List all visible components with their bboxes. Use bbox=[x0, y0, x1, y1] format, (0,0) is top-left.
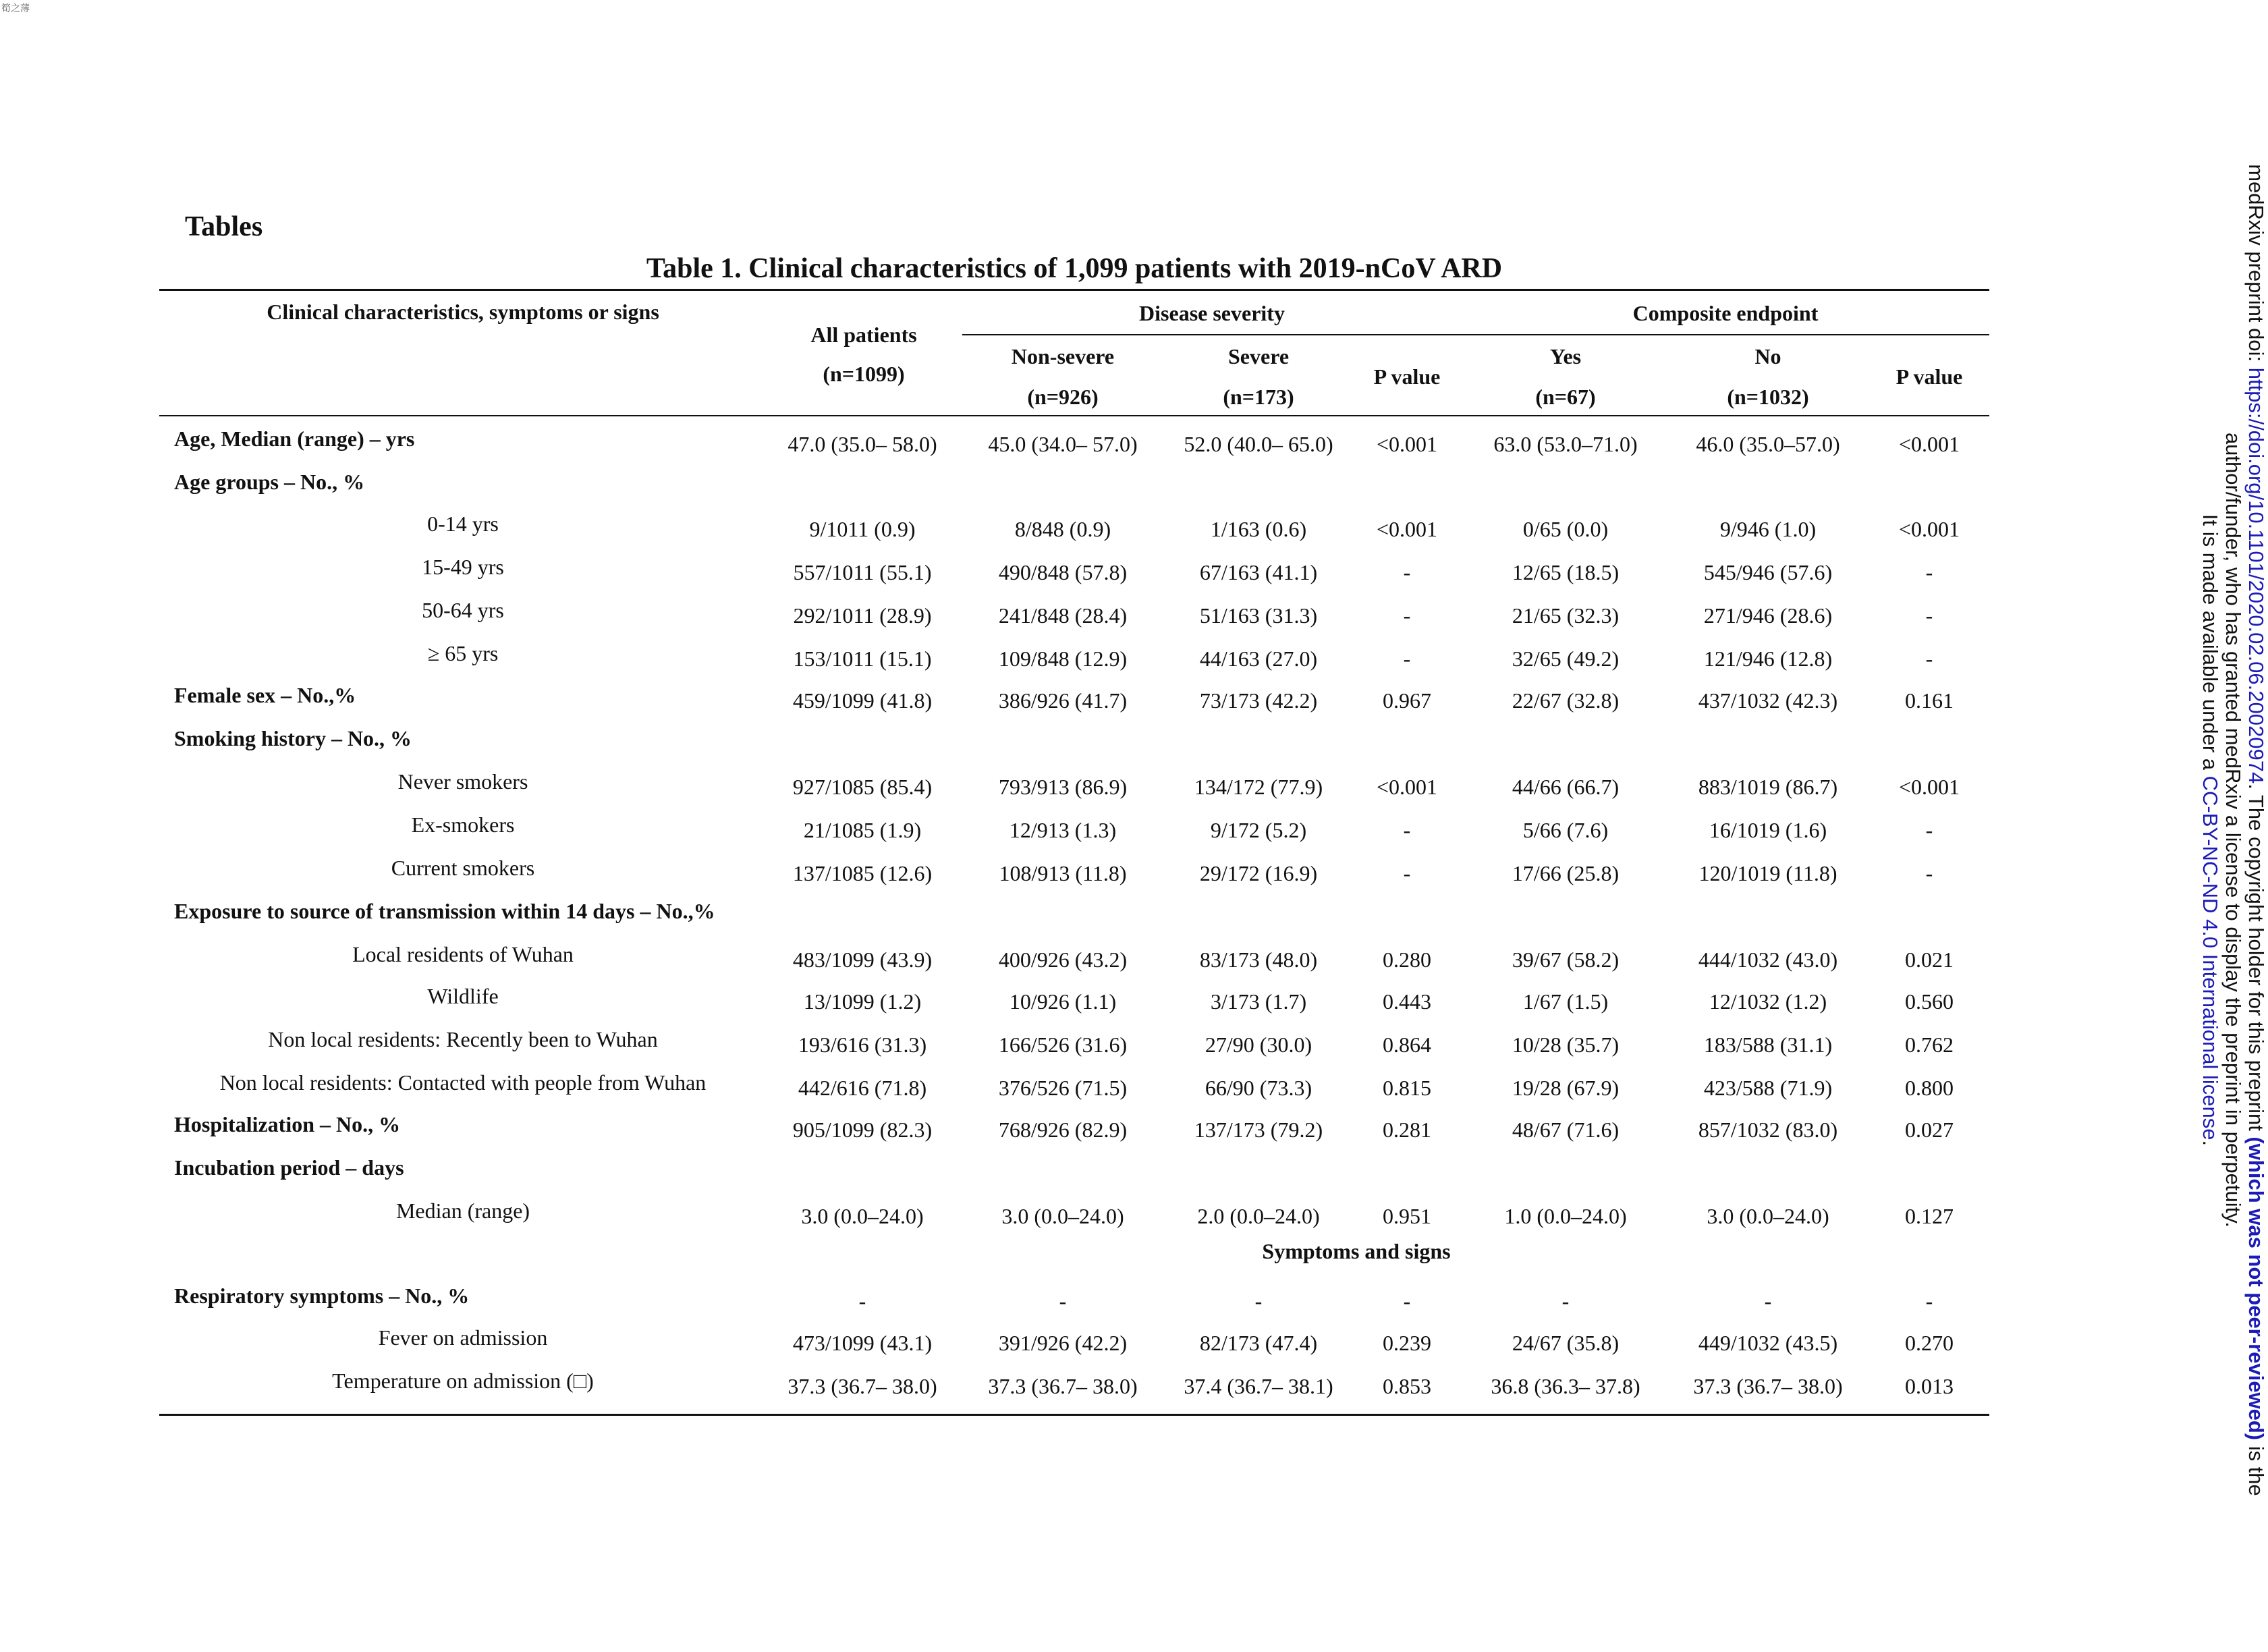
header-p-value-composite: P value bbox=[1896, 364, 1963, 389]
cell-p-value-composite: 0.800 bbox=[1905, 1076, 1954, 1100]
cell-all-patients: 47.0 (35.0– 58.0) bbox=[787, 432, 937, 456]
cell-non-severe: 3.0 (0.0–24.0) bbox=[1001, 1204, 1124, 1228]
cell-severe: - bbox=[1254, 1289, 1263, 1313]
cell-all-patients: 3.0 (0.0–24.0) bbox=[801, 1204, 924, 1228]
cell-no: 449/1032 (43.5) bbox=[1698, 1331, 1838, 1355]
cell-all-patients: 153/1011 (15.1) bbox=[793, 646, 932, 671]
header-severe: Severe bbox=[1227, 344, 1290, 368]
cell-all-patients: 193/616 (31.3) bbox=[798, 1032, 927, 1057]
header-non-severe-n: (n=926) bbox=[1027, 385, 1099, 409]
cell-p-value-composite: - bbox=[1925, 646, 1933, 671]
cell-non-severe: 391/926 (42.2) bbox=[998, 1331, 1128, 1355]
header-p-value-severity: P value bbox=[1373, 364, 1441, 389]
cell-all-patients: 21/1085 (1.9) bbox=[803, 818, 922, 842]
section-label: Symptoms and signs bbox=[1262, 1239, 1451, 1263]
cell-all-patients: 459/1099 (41.8) bbox=[792, 688, 933, 713]
cell-no: 271/946 (28.6) bbox=[1703, 603, 1833, 628]
cell-non-severe: 376/526 (71.5) bbox=[998, 1076, 1128, 1100]
notice-license-suffix: . bbox=[2198, 1140, 2222, 1147]
notice-line-2: author/funder, who has granted medRxiv a license to display the preprint in perpetuity. bbox=[2221, 432, 2245, 1228]
cell-no: 120/1019 (11.8) bbox=[1698, 861, 1837, 885]
row-label: ≥ 65 yrs bbox=[427, 641, 499, 665]
cell-no: - bbox=[1764, 1289, 1772, 1313]
cell-p-value-severity: - bbox=[1403, 603, 1411, 628]
cell-yes: 1/67 (1.5) bbox=[1522, 989, 1609, 1014]
cell-all-patients: 927/1085 (85.4) bbox=[792, 775, 933, 799]
row-label: Non local residents: Recently been to Wuhan bbox=[268, 1027, 658, 1051]
cell-p-value-composite: 0.270 bbox=[1905, 1331, 1954, 1355]
cell-yes: 32/65 (49.2) bbox=[1512, 646, 1620, 671]
cell-p-value-severity: 0.951 bbox=[1383, 1204, 1431, 1228]
header-all-patients-n: (n=1099) bbox=[823, 362, 905, 386]
cell-all-patients: 905/1099 (82.3) bbox=[792, 1118, 933, 1142]
cell-yes: 1.0 (0.0–24.0) bbox=[1504, 1204, 1627, 1228]
cell-all-patients: 557/1011 (55.1) bbox=[793, 560, 932, 584]
cell-no: 883/1019 (86.7) bbox=[1698, 775, 1838, 799]
cell-all-patients: 442/616 (71.8) bbox=[798, 1076, 927, 1100]
cell-p-value-severity: <0.001 bbox=[1376, 517, 1438, 541]
row-label: Non local residents: Contacted with people from Wuhan bbox=[219, 1070, 707, 1095]
cell-non-severe: 10/926 (1.1) bbox=[1009, 989, 1117, 1014]
cell-non-severe: 37.3 (36.7– 38.0) bbox=[988, 1374, 1138, 1398]
cell-yes: 0/65 (0.0) bbox=[1522, 517, 1609, 541]
row-label: Wildlife bbox=[427, 984, 499, 1008]
cell-non-severe: 768/926 (82.9) bbox=[998, 1118, 1128, 1142]
table-bottom-rule bbox=[159, 1414, 1989, 1416]
row-label: Age, Median (range) – yrs bbox=[174, 426, 415, 451]
header-no: No bbox=[1754, 344, 1781, 368]
row-label: Temperature on admission (□) bbox=[332, 1369, 594, 1393]
row-label: Smoking history – No., % bbox=[174, 726, 412, 750]
cell-no: 437/1032 (42.3) bbox=[1698, 688, 1838, 713]
cell-yes: 17/66 (25.8) bbox=[1512, 861, 1620, 885]
cell-p-value-severity: 0.280 bbox=[1383, 947, 1431, 972]
cell-severe: 73/173 (42.2) bbox=[1199, 688, 1318, 713]
cell-severe: 3/173 (1.7) bbox=[1210, 989, 1307, 1014]
cell-p-value-severity: 0.281 bbox=[1383, 1118, 1431, 1142]
cell-p-value-composite: 0.161 bbox=[1905, 688, 1954, 713]
corner-label: 筍之薄 bbox=[1, 3, 30, 14]
cell-non-severe: 8/848 (0.9) bbox=[1014, 517, 1111, 541]
cell-p-value-severity: - bbox=[1403, 560, 1411, 584]
cell-yes: 22/67 (32.8) bbox=[1512, 688, 1620, 713]
cell-non-severe: 386/926 (41.7) bbox=[998, 688, 1128, 713]
cell-non-severe: - bbox=[1059, 1289, 1067, 1313]
cell-non-severe: 45.0 (34.0– 57.0) bbox=[988, 432, 1138, 456]
cell-severe: 83/173 (48.0) bbox=[1199, 947, 1318, 972]
notice-line-3 bbox=[2198, 135, 2221, 1525]
cell-p-value-composite: 0.013 bbox=[1905, 1374, 1954, 1398]
cell-p-value-severity: <0.001 bbox=[1376, 432, 1438, 456]
row-label: 0-14 yrs bbox=[427, 512, 499, 536]
cell-all-patients: 9/1011 (0.9) bbox=[809, 517, 916, 541]
table-top-rule bbox=[159, 289, 1989, 291]
cell-all-patients: 483/1099 (43.9) bbox=[792, 947, 933, 972]
cell-p-value-composite: - bbox=[1925, 560, 1933, 584]
header-bottom-rule bbox=[159, 415, 1989, 416]
cell-yes: 10/28 (35.7) bbox=[1512, 1032, 1620, 1057]
cell-yes: - bbox=[1561, 1289, 1570, 1313]
cell-no: 46.0 (35.0–57.0) bbox=[1696, 432, 1840, 456]
header-yes: Yes bbox=[1549, 344, 1582, 368]
notice-copyright-text: . The copyright holder for this preprint bbox=[2244, 783, 2268, 1137]
row-label: Never smokers bbox=[397, 769, 528, 794]
cell-non-severe: 793/913 (86.9) bbox=[998, 775, 1128, 799]
cell-yes: 24/67 (35.8) bbox=[1512, 1331, 1620, 1355]
header-all-patients: All patients bbox=[810, 323, 917, 347]
row-label: Ex-smokers bbox=[411, 813, 515, 837]
cell-yes: 36.8 (36.3– 37.8) bbox=[1491, 1374, 1640, 1398]
cell-severe: 66/90 (73.3) bbox=[1205, 1076, 1312, 1100]
cell-severe: 44/163 (27.0) bbox=[1199, 646, 1318, 671]
cell-p-value-severity: 0.443 bbox=[1383, 989, 1431, 1014]
header-non-severe: Non-severe bbox=[1011, 344, 1115, 368]
row-label: Hospitalization – No., % bbox=[174, 1112, 401, 1136]
group-header-rule bbox=[962, 334, 1989, 335]
cell-all-patients: 473/1099 (43.1) bbox=[792, 1331, 933, 1355]
cell-severe: 37.4 (36.7– 38.1) bbox=[1184, 1374, 1333, 1398]
row-label: 50-64 yrs bbox=[422, 598, 504, 622]
cell-p-value-composite: - bbox=[1925, 818, 1933, 842]
row-label: 15-49 yrs bbox=[422, 555, 504, 579]
cell-severe: 2.0 (0.0–24.0) bbox=[1197, 1204, 1320, 1228]
cell-no: 3.0 (0.0–24.0) bbox=[1707, 1204, 1829, 1228]
cell-p-value-severity: <0.001 bbox=[1376, 775, 1438, 799]
cell-severe: 67/163 (41.1) bbox=[1199, 560, 1318, 584]
cell-severe: 52.0 (40.0– 65.0) bbox=[1184, 432, 1333, 456]
cell-non-severe: 109/848 (12.9) bbox=[998, 646, 1128, 671]
cell-p-value-composite: <0.001 bbox=[1898, 775, 1960, 799]
row-label: Respiratory symptoms – No., % bbox=[174, 1284, 470, 1308]
cell-no: 121/946 (12.8) bbox=[1703, 646, 1833, 671]
cell-no: 423/588 (71.9) bbox=[1703, 1076, 1833, 1100]
header-no-n: (n=1032) bbox=[1727, 385, 1809, 409]
section-heading: Tables bbox=[185, 211, 263, 242]
preprint-notice bbox=[2092, 135, 2267, 1525]
cell-severe: 137/173 (79.2) bbox=[1194, 1118, 1323, 1142]
row-label: Local residents of Wuhan bbox=[352, 942, 574, 966]
cell-yes: 19/28 (67.9) bbox=[1512, 1076, 1620, 1100]
cell-non-severe: 241/848 (28.4) bbox=[998, 603, 1128, 628]
cell-all-patients: 13/1099 (1.2) bbox=[803, 989, 922, 1014]
cell-p-value-composite: 0.027 bbox=[1905, 1118, 1954, 1142]
cell-p-value-composite: <0.001 bbox=[1898, 517, 1960, 541]
cell-p-value-severity: - bbox=[1403, 818, 1411, 842]
cell-non-severe: 400/926 (43.2) bbox=[998, 947, 1128, 972]
header-yes-n: (n=67) bbox=[1535, 385, 1596, 409]
row-label: Current smokers bbox=[391, 856, 535, 880]
row-label: Incubation period – days bbox=[174, 1155, 404, 1180]
cell-non-severe: 166/526 (31.6) bbox=[998, 1032, 1128, 1057]
cell-severe: 9/172 (5.2) bbox=[1210, 818, 1307, 842]
row-label: Female sex – No.,% bbox=[174, 683, 356, 707]
cell-p-value-severity: - bbox=[1403, 861, 1411, 885]
row-label: Age groups – No., % bbox=[174, 470, 365, 494]
license-link[interactable]: CC-BY-NC-ND 4.0 International license bbox=[2198, 775, 2222, 1140]
cell-p-value-composite: - bbox=[1925, 1289, 1933, 1313]
cell-yes: 5/66 (7.6) bbox=[1522, 818, 1609, 842]
cell-no: 16/1019 (1.6) bbox=[1709, 818, 1827, 842]
cell-p-value-composite: 0.127 bbox=[1905, 1204, 1954, 1228]
cell-p-value-severity: 0.815 bbox=[1383, 1076, 1431, 1100]
cell-p-value-severity: 0.967 bbox=[1383, 688, 1431, 713]
cell-no: 444/1032 (43.0) bbox=[1698, 947, 1838, 972]
header-disease-severity: Disease severity bbox=[1139, 301, 1285, 325]
cell-p-value-severity: 0.864 bbox=[1383, 1032, 1431, 1057]
cell-non-severe: 12/913 (1.3) bbox=[1009, 818, 1117, 842]
notice-line-1 bbox=[2244, 135, 2267, 1525]
cell-p-value-composite: 0.560 bbox=[1905, 989, 1954, 1014]
cell-no: 9/946 (1.0) bbox=[1719, 517, 1817, 541]
doi-link[interactable]: https://doi.org/10.1101/2020.02.06.20020974 bbox=[2244, 367, 2268, 784]
cell-yes: 39/67 (58.2) bbox=[1512, 947, 1620, 972]
cell-all-patients: - bbox=[858, 1289, 866, 1313]
cell-no: 12/1032 (1.2) bbox=[1709, 989, 1827, 1014]
cell-yes: 21/65 (32.3) bbox=[1512, 603, 1620, 628]
row-label: Median (range) bbox=[395, 1199, 530, 1223]
cell-severe: 27/90 (30.0) bbox=[1205, 1032, 1312, 1057]
notice-suffix: is the bbox=[2244, 1440, 2268, 1496]
cell-all-patients: 137/1085 (12.6) bbox=[792, 861, 933, 885]
cell-all-patients: 37.3 (36.7– 38.0) bbox=[787, 1374, 937, 1398]
cell-p-value-composite: 0.762 bbox=[1905, 1032, 1954, 1057]
header-severe-n: (n=173) bbox=[1223, 385, 1294, 409]
cell-p-value-severity: - bbox=[1403, 1289, 1411, 1313]
cell-p-value-severity: - bbox=[1403, 646, 1411, 671]
cell-no: 857/1032 (83.0) bbox=[1698, 1118, 1838, 1142]
cell-yes: 63.0 (53.0–71.0) bbox=[1493, 432, 1638, 456]
header-composite-endpoint: Composite endpoint bbox=[1632, 301, 1819, 325]
cell-severe: 82/173 (47.4) bbox=[1199, 1331, 1318, 1355]
row-label: Fever on admission bbox=[378, 1325, 548, 1350]
cell-no: 183/588 (31.1) bbox=[1703, 1032, 1833, 1057]
cell-non-severe: 490/848 (57.8) bbox=[998, 560, 1128, 584]
cell-severe: 1/163 (0.6) bbox=[1210, 517, 1307, 541]
cell-severe: 134/172 (77.9) bbox=[1194, 775, 1323, 799]
row-label: Exposure to source of transmission within 14 days – No.,% bbox=[174, 899, 715, 923]
cell-no: 37.3 (36.7– 38.0) bbox=[1693, 1374, 1843, 1398]
cell-severe: 51/163 (31.3) bbox=[1199, 603, 1318, 628]
cell-p-value-severity: 0.853 bbox=[1383, 1374, 1431, 1398]
cell-yes: 12/65 (18.5) bbox=[1512, 560, 1620, 584]
cell-non-severe: 108/913 (11.8) bbox=[999, 861, 1127, 885]
cell-p-value-severity: 0.239 bbox=[1383, 1331, 1431, 1355]
cell-severe: 29/172 (16.9) bbox=[1199, 861, 1318, 885]
cell-p-value-composite: 0.021 bbox=[1905, 947, 1954, 972]
cell-p-value-composite: - bbox=[1925, 603, 1933, 628]
cell-all-patients: 292/1011 (28.9) bbox=[793, 603, 932, 628]
cell-p-value-composite: <0.001 bbox=[1898, 432, 1960, 456]
table-title: Table 1. Clinical characteristics of 1,099 patients with 2019-nCoV ARD bbox=[646, 253, 1503, 284]
header-characteristics: Clinical characteristics, symptoms or signs bbox=[267, 300, 659, 324]
notice-doi-prefix: medRxiv preprint doi: bbox=[2244, 164, 2268, 368]
cell-yes: 48/67 (71.6) bbox=[1512, 1118, 1620, 1142]
cell-yes: 44/66 (66.7) bbox=[1512, 775, 1620, 799]
not-peer-reviewed-text: (which was not peer-reviewed) bbox=[2244, 1136, 2268, 1441]
notice-license-prefix: It is made available under a bbox=[2198, 514, 2222, 776]
cell-p-value-composite: - bbox=[1925, 861, 1933, 885]
cell-no: 545/946 (57.6) bbox=[1703, 560, 1833, 584]
